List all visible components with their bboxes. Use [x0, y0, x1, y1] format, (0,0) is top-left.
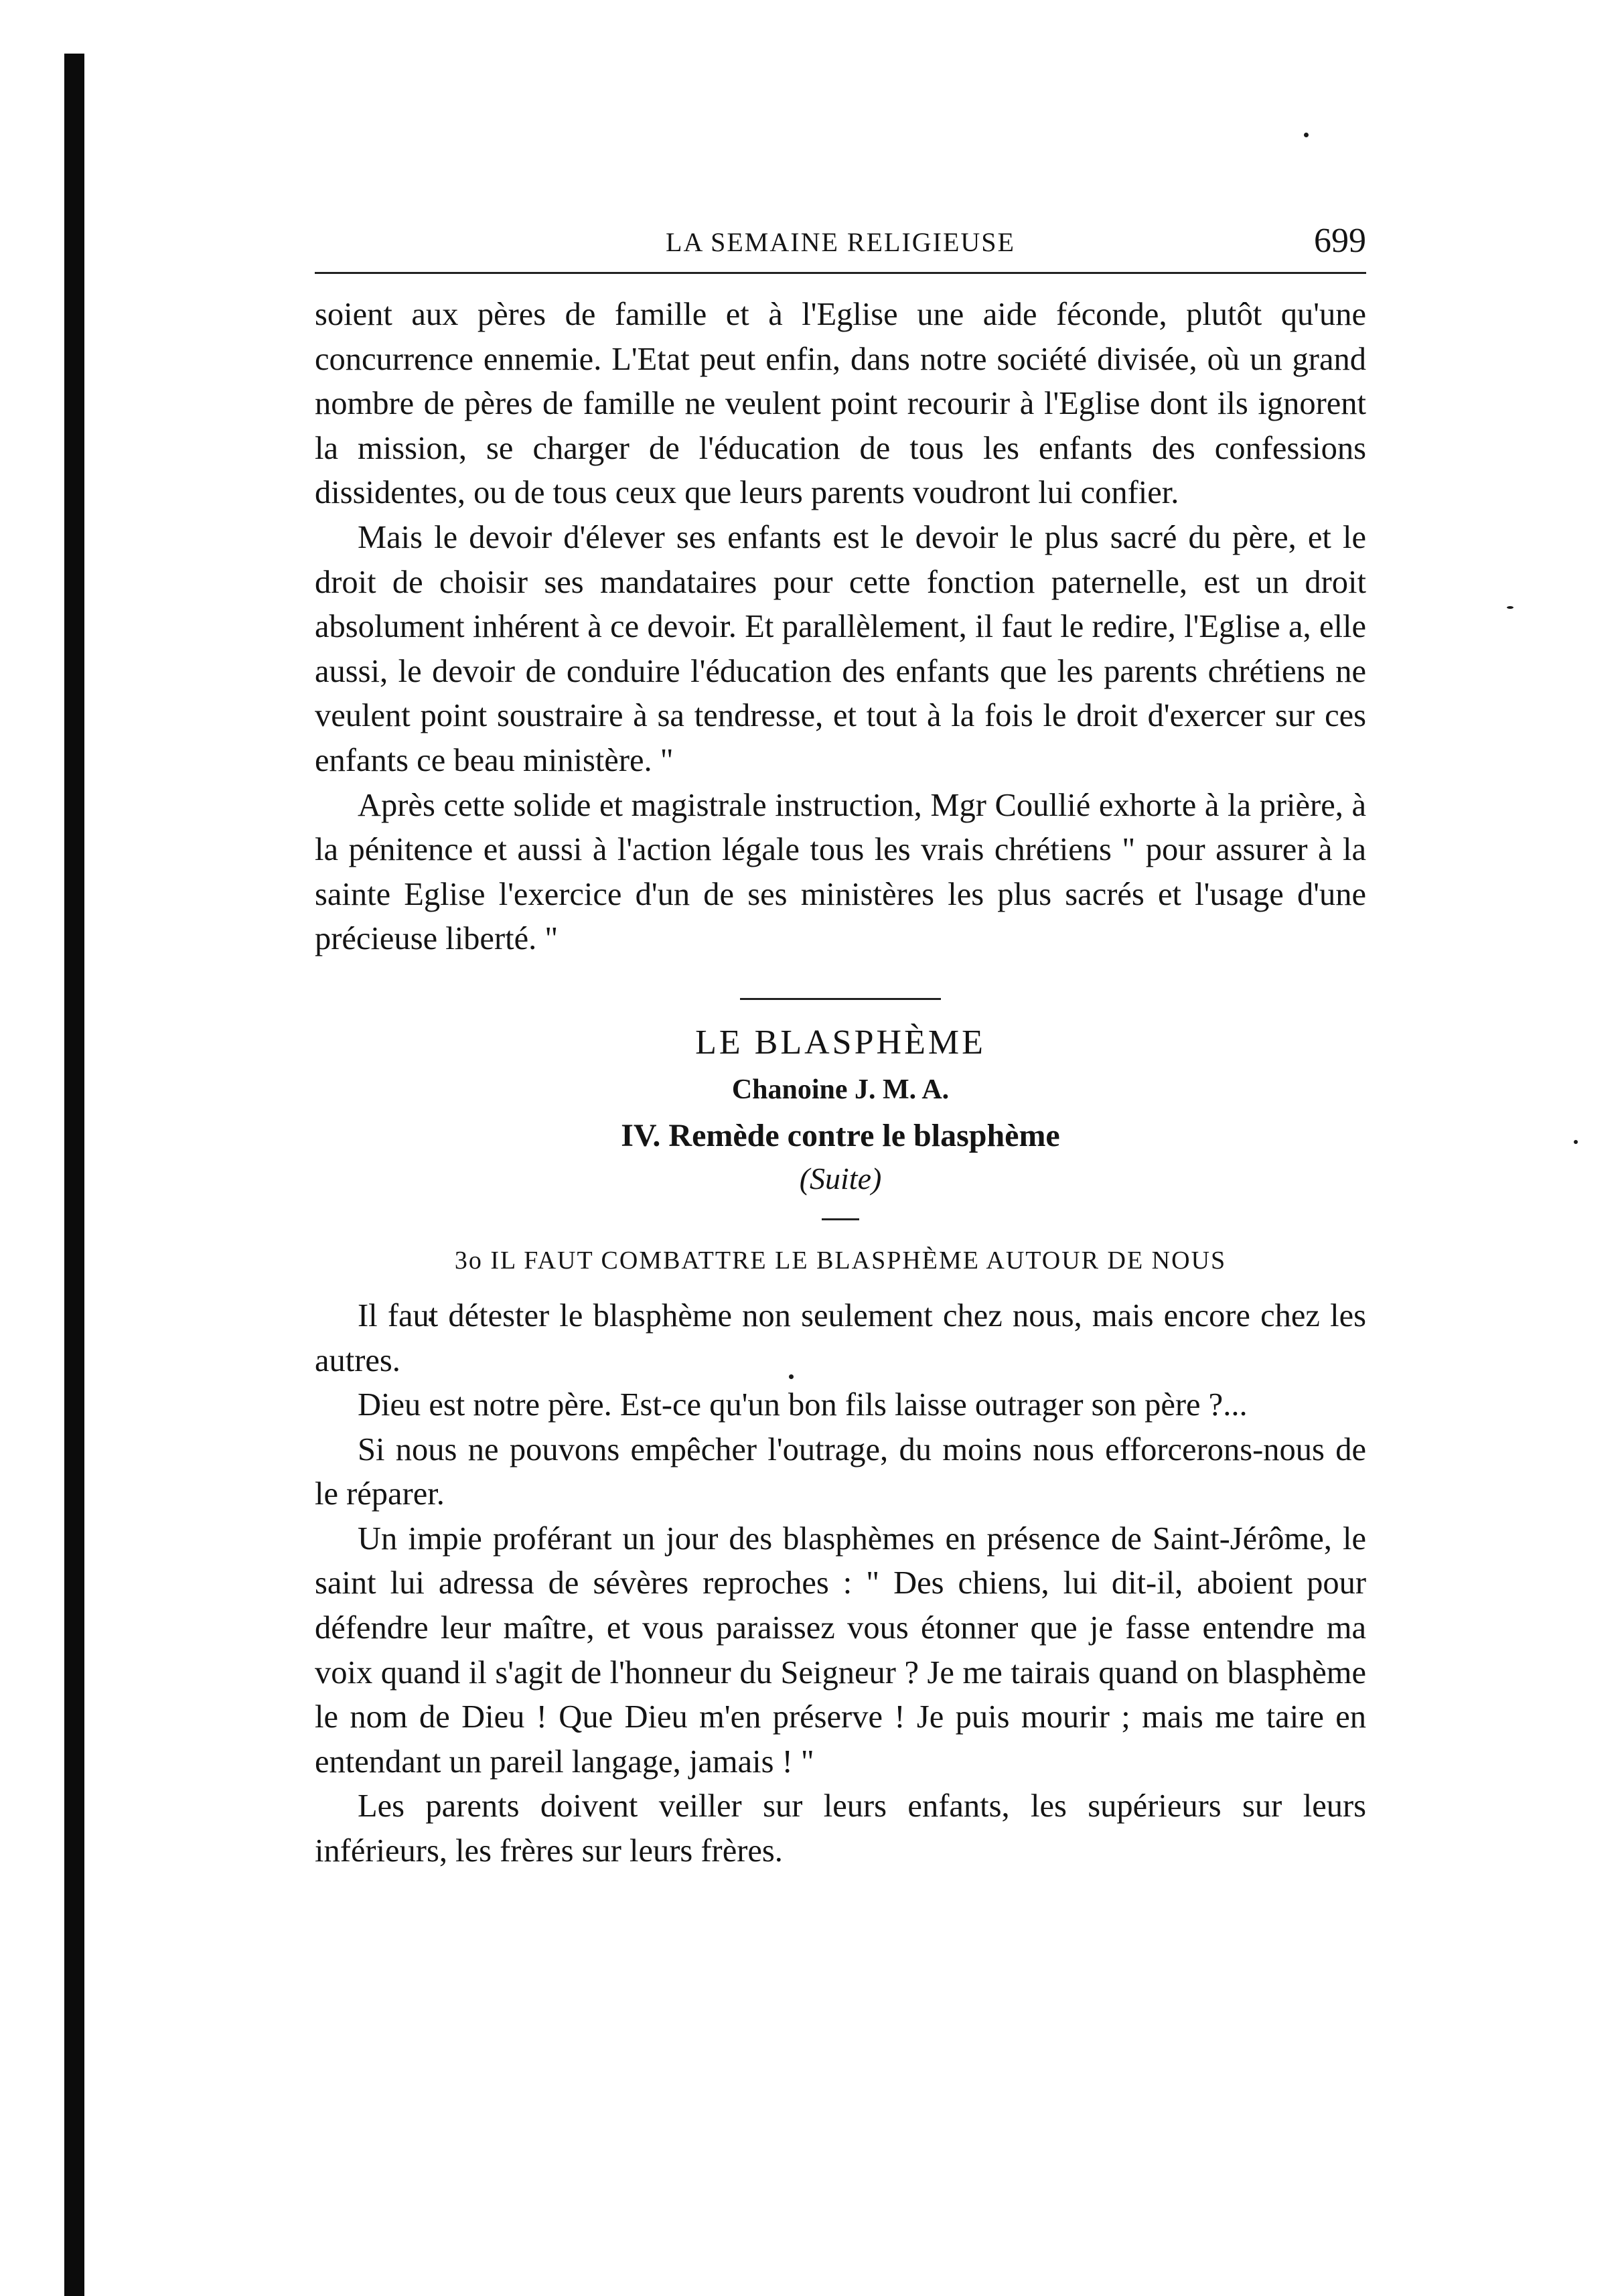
section-divider	[740, 998, 941, 1000]
paragraph: Si nous ne pouvons empêcher l'outrage, du moins nous efforcerons-nous de le réparer.	[315, 1431, 1366, 1512]
article-author: Chanoine J. M. A.	[731, 1074, 950, 1105]
header-rule	[315, 272, 1366, 274]
article-title: LE BLASPHÈME	[695, 1023, 986, 1062]
chapter-heading: IV. Remède contre le blasphème	[621, 1117, 1060, 1153]
subsection-heading: 3o IL FAUT COMBATTRE LE BLASPHÈME AUTOUR DE NOUS	[454, 1246, 1227, 1275]
book-page	[315, 221, 1366, 1874]
ink-speck	[1574, 1140, 1578, 1144]
paragraph: Dieu est notre père. Est-ce qu'un bon fils laisse outrager son père ?...	[358, 1387, 1248, 1423]
paragraph: Après cette solide et magistrale instruction, Mgr Coullié exhorte à la prière, à la pénitence et aussi à l'action légale tous les vrais chrétiens " pour assurer à la sainte Eglise l'exercice d'un de ses ministères les plus sacrés et l'usage d'une précieuse liberté. "	[315, 787, 1366, 957]
running-title: LA SEMAINE RELIGIEUSE	[666, 227, 1015, 257]
ink-speck	[1304, 133, 1309, 137]
short-divider	[822, 1218, 859, 1220]
paragraph: Il faut détester le blasphème non seulement chez nous, mais encore chez les autres.	[315, 1297, 1366, 1378]
paragraph: Un impie proférant un jour des blasphèmes en présence de Saint-Jérôme, le saint lui adressa de sévères reproches : " Des chiens, lui dit-il, aboient pour défendre leur maître, et vous paraissez vous étonner que je fasse entendre ma voix quand il s'agit de l'honneur du Seigneur ? Je me tairais quand on blasphème le nom de Dieu ! Que Dieu m'en préserve ! Je puis mourir ; mais me taire en entendant un pareil langage, jamais ! "	[315, 1520, 1366, 1780]
page-binding-edge	[64, 54, 84, 2296]
page-number: 699	[1314, 222, 1366, 260]
running-head	[315, 221, 1366, 268]
paragraph: Les parents doivent veiller sur leurs enfants, les supérieurs sur leurs inférieurs, les frères sur leurs frères.	[315, 1788, 1366, 1869]
paragraph: Mais le devoir d'élever ses enfants est le devoir le plus sacré du père, et le droit de choisir ses mandataires pour cette fonction paternelle, est un droit absolument inhérent à ce devoir. Et parallèlement, il faut le redire, l'Eglise a, elle aussi, le devoir de conduire l'éducation des enfants que les parents chrétiens ne veulent point soustraire à sa tendresse, et tout à la fois le droit d'exercer sur ces enfants ce beau ministère. "	[315, 519, 1366, 778]
continuation-note: (Suite)	[799, 1161, 882, 1196]
paragraph: soient aux pères de famille et à l'Eglise une aide féconde, plutôt qu'une concurrence ennemie. L'Etat peut enfin, dans notre société divisée, où un grand nombre de pères de famille ne veulent point recourir à l'Eglise dont ils ignorent la mission, se charger de l'éducation de tous les enfants des confessions dissidentes, ou de tous ceux que leurs parents voudront lui confier.	[315, 297, 1366, 511]
ink-speck	[1507, 606, 1514, 609]
